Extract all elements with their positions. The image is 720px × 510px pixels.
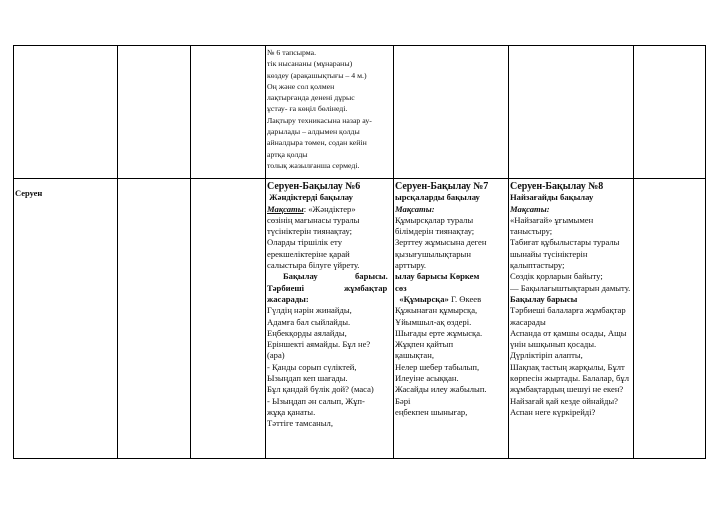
text-line: Құжынаған құмырсқа, <box>395 305 478 316</box>
text-line: Жасайды илеу жабылып. <box>395 384 487 395</box>
walk-observation-8-cell <box>510 181 632 418</box>
goal-label: Мақсаты <box>267 203 304 214</box>
text-line: Оң және сол қолмен <box>267 81 335 91</box>
text-line: Аспанда от қамшы осады, Ащы <box>510 327 627 338</box>
column-divider-2 <box>190 45 191 459</box>
walk-observation-6-cell <box>267 181 392 430</box>
text-line: Дүрліктіріп алапты, <box>510 350 583 361</box>
observation-title: Серуен-Бақылау №6 <box>267 181 361 192</box>
text-line: Жұқпен қайтып <box>395 339 454 350</box>
text-line: үнін ышқынып қосады. <box>510 339 597 350</box>
observation-title: Серуен-Бақылау №8 <box>510 181 604 192</box>
text-line: Табиғат құбылыстары туралы <box>510 237 620 248</box>
goal-line <box>267 204 392 215</box>
text-line: Еңбекқорды аялайды, <box>267 327 347 338</box>
text-line: Оларды тіршілік ету <box>267 237 342 248</box>
observation-heading <box>267 271 392 282</box>
text-line: білімдерін тиянақтау; <box>395 226 475 237</box>
text-line: Адамға бал сыйлайды. <box>267 316 351 327</box>
text-line: сөзінің мағынасы туралы <box>267 214 360 225</box>
text-line: Гүлдің нәрін жинайды, <box>267 305 352 316</box>
educator-heading-right: жұмбақтар <box>344 282 388 293</box>
observation-heading: Бақылау барысы <box>510 293 578 304</box>
text-line: ұстау- ға көңіл бөлінеді. <box>267 104 348 114</box>
column-divider-3 <box>265 45 266 459</box>
column-divider-4 <box>393 45 394 459</box>
subtitle-text: Жәндіктерді бақылау <box>269 192 353 203</box>
observation-title: Серуен-Бақылау №7 <box>395 181 489 192</box>
observation-subtitle: ырсқаларды бақылау <box>395 192 480 203</box>
text-line: арттыру. <box>395 260 427 271</box>
text-line: көрпесін жыртады. Балалар, бұл <box>510 373 630 384</box>
text-line: жұқа қанаты. <box>267 406 316 417</box>
text-line: Шақпақ тастың жарқылы, Бұлт <box>510 361 625 372</box>
text-line: салыстыра білуге үйрету. <box>267 260 360 271</box>
educator-heading-left: Тәрбиеші <box>267 282 305 293</box>
text-line: Аспан неге күркірейді? <box>510 406 596 417</box>
text-line: түсініктерін тиянақтау; <box>267 226 353 237</box>
text-line: қызығушылықтарын <box>395 248 471 259</box>
text-line: таныстыру; <box>510 226 553 237</box>
observation-heading: ылау барысы Көркем <box>395 271 480 282</box>
educator-heading <box>267 283 392 294</box>
text-line: айналдыра төмен, содан кейін <box>267 138 367 148</box>
goal-rest: : «Жәндіктер» <box>303 203 356 214</box>
observation-heading-left: Бақылау <box>283 271 318 282</box>
text-line: Сөздік қорларын байыту; <box>510 271 603 282</box>
text-line: — Бақылағыштықтарын дамыту. <box>510 282 631 293</box>
text-line: еңбекпен шынығар, <box>395 406 468 417</box>
observation-subtitle: Найзағайды бақылау <box>510 192 594 203</box>
text-line: Зерттеу жұмысына деген <box>395 237 487 248</box>
column-divider-7 <box>705 45 706 459</box>
observation-heading-right: барысы. <box>355 271 388 282</box>
text-line: Лақтыру техникасына назар ау- <box>267 115 372 125</box>
observation-heading-2: сөз <box>395 282 407 293</box>
text-line: Құмырсқалар туралы <box>395 214 474 225</box>
goal-label: Мақсаты: <box>395 203 435 214</box>
text-line: көздеу (арақашықтығы – 4 м.) <box>267 70 367 80</box>
text-line: Илеуіне асыққан. <box>395 373 459 384</box>
text-line: толық жазылғанша сермеді. <box>267 160 360 170</box>
poem-title-line <box>395 294 507 305</box>
text-line: Еріншекті аямайды. Бұл не? <box>267 339 371 350</box>
text-line: Тәрбиеші балаларға жұмбақтар <box>510 305 626 316</box>
text-line: дарылады – алдымен қолды <box>267 127 360 137</box>
column-divider-0 <box>13 45 14 459</box>
text-line: жасарады <box>510 316 546 327</box>
walk-observation-7-cell <box>395 181 507 418</box>
text-line: тік нысананы (мұнараны) <box>267 59 353 69</box>
column-divider-5 <box>508 45 509 459</box>
text-line: қашықтан, <box>395 350 434 361</box>
text-line: - Қанды сорып сүліктей, <box>267 361 357 372</box>
text-line: шынайы түсініктерін <box>510 248 588 259</box>
text-line: Бұл қандай бүлік дой? (маса) <box>267 384 374 395</box>
text-line: Ызыңдап кеп шағады. <box>267 373 348 384</box>
text-line: лақтырғанда денені дұрыс <box>267 93 355 103</box>
column-divider-6 <box>633 45 634 459</box>
top-row-exercise-cell <box>267 47 392 171</box>
text-line: ерекшеліктеріне қарай <box>267 248 350 259</box>
text-line: Нелер шебер табылып, <box>395 361 480 372</box>
text-line: жұмбақтардың шешуі не екен? <box>510 384 624 395</box>
text-line: Тәттіге тамсаныл, <box>267 418 333 429</box>
text-line: «Найзағай» ұғымымен <box>510 214 594 225</box>
text-line: қалыптастыру; <box>510 260 565 271</box>
text-line: Шығады ерте жұмысқа. <box>395 327 483 338</box>
text-line: Найзағай қай кезде ойнайды? <box>510 395 618 406</box>
row-label-walk: Серуен <box>15 188 43 198</box>
text-line: артқа қолды <box>267 149 308 159</box>
text-line: Ұйымшыл-ақ өздері. <box>395 316 472 327</box>
text-line: Бәрі <box>395 395 411 406</box>
educator-heading-end: жасарады: <box>267 293 309 304</box>
column-divider-1 <box>117 45 118 459</box>
text-line: - Ызыңдап ән салып, Жұп- <box>267 395 365 406</box>
observation-subtitle <box>267 192 392 203</box>
poem-author: Г. Өкеев <box>448 293 482 304</box>
text-line: (ара) <box>267 350 285 361</box>
text-line: № 6 тапсырма. <box>267 48 317 57</box>
goal-label: Мақсаты: <box>510 203 550 214</box>
poem-title: «Құмырсқа» <box>399 293 449 304</box>
